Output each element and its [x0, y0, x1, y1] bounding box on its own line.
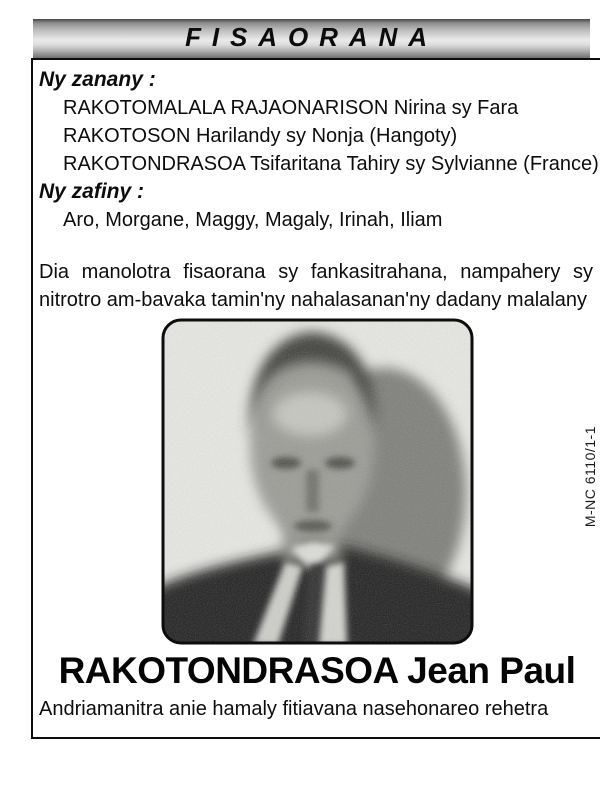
announcement-box [31, 58, 600, 739]
grandchildren-section-label: Ny zafiny : [39, 180, 145, 203]
child-name-line: RAKOTOMALALA RAJAONARISON Nirina sy Fara [63, 97, 519, 119]
portrait-photo [161, 318, 474, 645]
child-name-line: RAKOTONDRASOA Tsifaritana Tahiry sy Sylvianne (France) [63, 153, 599, 175]
children-section-label: Ny zanany : [39, 68, 156, 91]
child-name-line: RAKOTOSON Harilandy sy Nonja (Hangoty) [63, 125, 458, 147]
header-bar [33, 19, 590, 58]
gratitude-message-line: Dia manolotra fisaorana sy fankasitrahana, nampahery sy [39, 261, 593, 283]
reference-code: M-NC 6110/1-1 [582, 426, 598, 528]
closing-line: Andriamanitra anie hamaly fitiavana nasehonareo rehetra [39, 698, 549, 720]
gratitude-message-line: nitrotro am-bavaka tamin'ny nahalasanan'ny dadany malalany [39, 289, 587, 311]
grandchildren-names-line: Aro, Morgane, Maggy, Magaly, Irinah, Iliam [63, 209, 443, 231]
header-title: FISAORANA [185, 22, 438, 52]
photo-image [161, 318, 474, 645]
deceased-name: RAKOTONDRASOA Jean Paul [58, 650, 576, 691]
gratitude-message [39, 258, 595, 314]
